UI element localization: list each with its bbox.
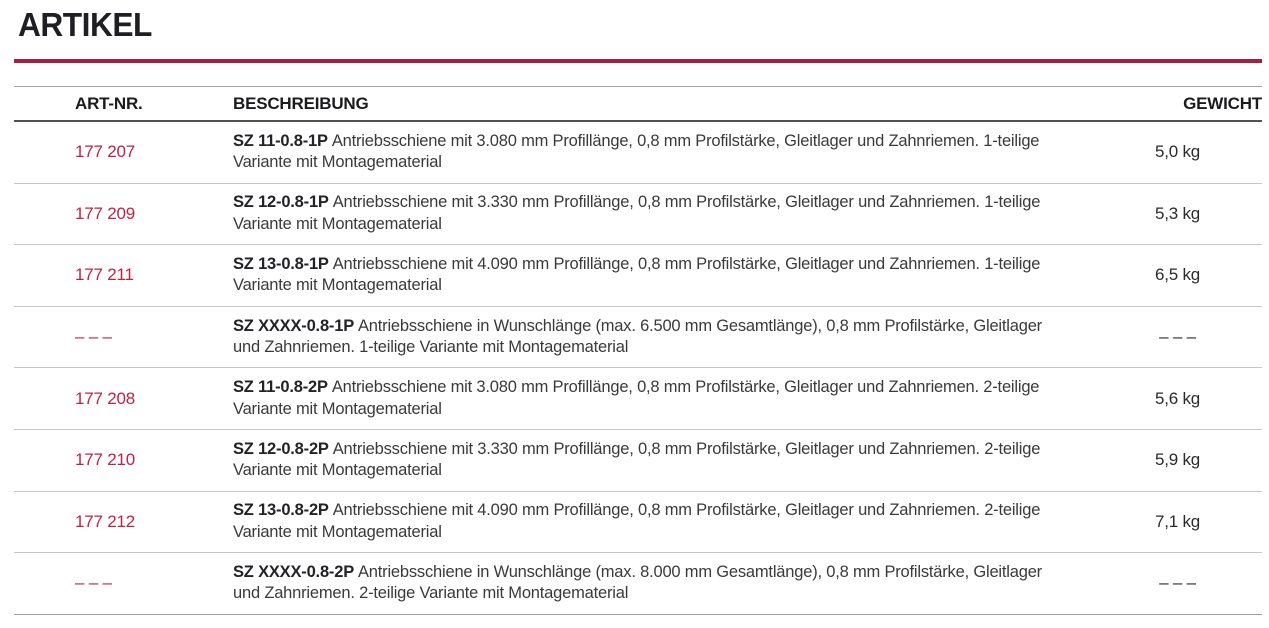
product-code: SZ 11-0.8-2P xyxy=(233,378,328,397)
weight-cell: 7,1 kg xyxy=(1154,511,1201,531)
description-text: Antriebsschiene mit 3.080 mm Profillänge, 0,8 mm Profilstärke, Gleitlager und Zahnriemen. 2-teilige Variante mit Montagematerial xyxy=(233,378,1040,418)
product-code: SZ XXXX-0.8-1P xyxy=(233,316,354,335)
weight-cell: 5,6 kg xyxy=(1154,388,1201,408)
weight-cell: 5,9 kg xyxy=(1154,450,1201,470)
description-cell xyxy=(233,500,1065,543)
description-cell xyxy=(233,439,1065,482)
product-code: SZ 12-0.8-2P xyxy=(233,439,329,458)
description-cell xyxy=(233,192,1065,235)
table-row xyxy=(14,368,1262,430)
product-code: SZ 11-0.8-1P xyxy=(233,131,328,150)
description-cell xyxy=(233,377,1065,420)
weight-cell: – – – xyxy=(1159,573,1196,593)
table-row xyxy=(14,184,1262,246)
product-code: SZ XXXX-0.8-2P xyxy=(233,562,354,581)
artnr-cell: – – – xyxy=(75,573,112,593)
artnr-cell: 177 208 xyxy=(75,388,136,408)
description-cell xyxy=(233,562,1065,605)
table-row xyxy=(14,553,1262,615)
artnr-cell: 177 212 xyxy=(75,511,136,531)
product-code: SZ 13-0.8-1P xyxy=(233,254,329,273)
column-header-artnr: ART-NR. xyxy=(75,93,143,113)
table-row xyxy=(14,430,1262,492)
description-text: Antriebsschiene mit 3.080 mm Profillänge, 0,8 mm Profilstärke, Gleitlager und Zahnriemen. 1-teilige Variante mit Montagematerial xyxy=(233,131,1040,172)
weight-cell: 6,5 kg xyxy=(1154,265,1201,285)
table-row xyxy=(14,492,1262,554)
article-table xyxy=(14,86,1262,615)
table-row xyxy=(14,245,1262,307)
table-row xyxy=(14,122,1262,184)
title-accent-rule xyxy=(14,59,1262,63)
description-cell xyxy=(233,254,1065,297)
description-text: Antriebsschiene in Wunschlänge (max. 8.000 mm Gesamtlänge), 0,8 mm Profilstärke, Gleitlager und Zahnriemen. 2-teilige Variante mit Montagematerial xyxy=(233,562,1042,603)
artnr-cell: – – – xyxy=(75,327,112,347)
artnr-cell: 177 209 xyxy=(75,203,136,223)
weight-cell: 5,0 kg xyxy=(1154,142,1201,162)
artnr-cell: 177 211 xyxy=(75,265,134,285)
weight-cell: 5,3 kg xyxy=(1154,203,1201,223)
artnr-cell: 177 210 xyxy=(75,450,136,470)
product-code: SZ 13-0.8-2P xyxy=(233,501,329,520)
description-text: Antriebsschiene in Wunschlänge (max. 6.500 mm Gesamtlänge), 0,8 mm Profilstärke, Gleitlager und Zahnriemen. 1-teilige Variante mit Montagematerial xyxy=(233,316,1042,357)
table-header-row xyxy=(14,86,1262,122)
column-header-description: BESCHREIBUNG xyxy=(233,93,369,113)
column-header-weight: GEWICHT xyxy=(1183,93,1262,113)
description-cell xyxy=(233,131,1065,174)
product-code: SZ 12-0.8-1P xyxy=(233,193,329,212)
weight-cell: – – – xyxy=(1159,327,1196,347)
description-text: Antriebsschiene mit 3.330 mm Profillänge, 0,8 mm Profilstärke, Gleitlager und Zahnriemen. 2-teilige Variante mit Montagematerial xyxy=(233,439,1041,480)
page-title: ARTIKEL xyxy=(18,6,152,43)
artnr-cell: 177 207 xyxy=(75,142,136,162)
table-row xyxy=(14,307,1262,369)
description-text: Antriebsschiene mit 4.090 mm Profillänge, 0,8 mm Profilstärke, Gleitlager und Zahnriemen. 1-teilige Variante mit Montagematerial xyxy=(233,254,1041,295)
description-text: Antriebsschiene mit 3.330 mm Profillänge, 0,8 mm Profilstärke, Gleitlager und Zahnriemen. 1-teilige Variante mit Montagematerial xyxy=(233,193,1041,233)
description-text: Antriebsschiene mit 4.090 mm Profillänge, 0,8 mm Profilstärke, Gleitlager und Zahnriemen. 2-teilige Variante mit Montagematerial xyxy=(233,501,1041,541)
description-cell xyxy=(233,316,1065,359)
